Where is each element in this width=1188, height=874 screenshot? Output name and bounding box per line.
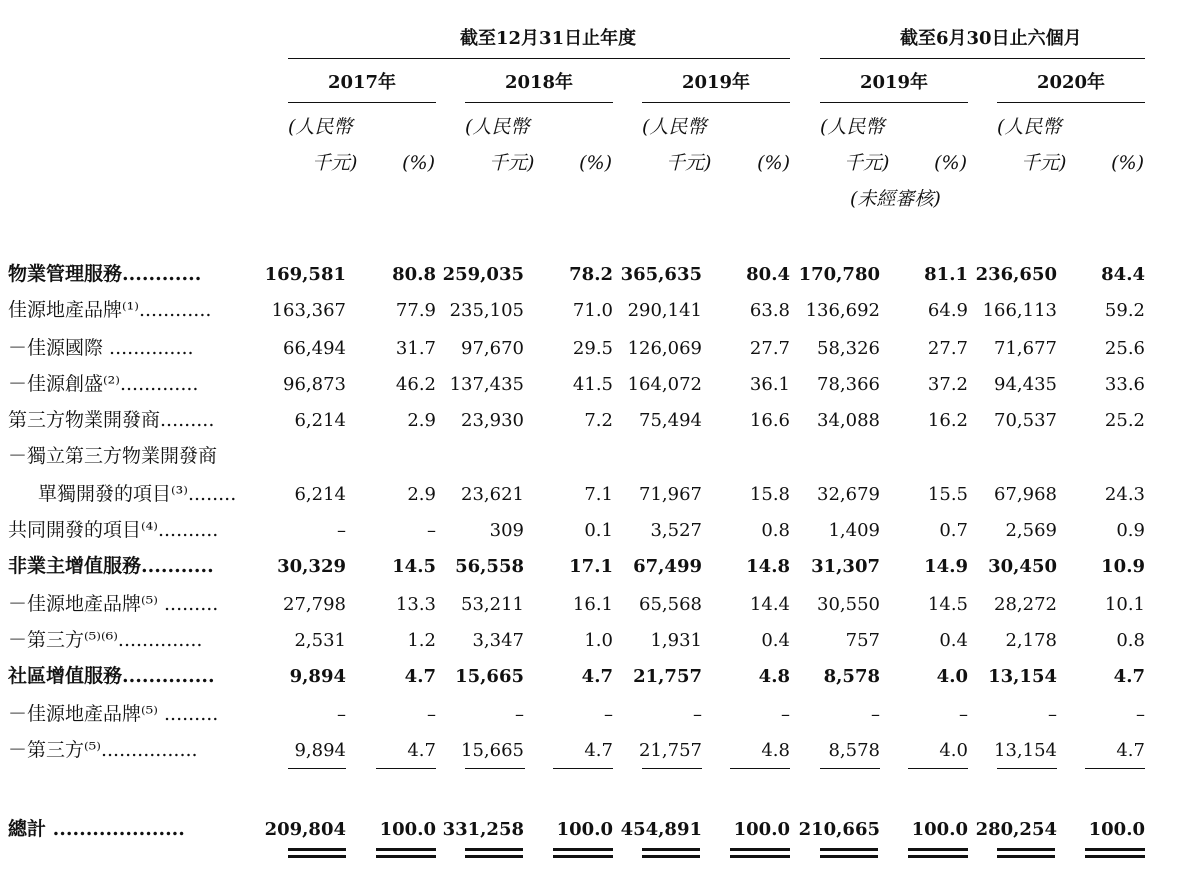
table-cell: 6,214 xyxy=(294,484,346,505)
subtotal-rule xyxy=(553,768,613,769)
table-cell: 71,967 xyxy=(639,484,702,505)
double-rule-line xyxy=(730,855,790,858)
double-rule-line xyxy=(376,848,436,851)
table-cell: 96,873 xyxy=(283,374,346,395)
table-cell: 2.9 xyxy=(407,410,436,431)
table-cell: 21,757 xyxy=(639,740,702,761)
table-cell: 14.8 xyxy=(746,556,790,577)
group-underline-half xyxy=(820,58,1145,59)
table-cell: 4.7 xyxy=(1116,740,1145,761)
table-cell: 10.9 xyxy=(1101,556,1145,577)
double-rule-line xyxy=(642,855,700,858)
table-cell: 4.8 xyxy=(758,666,790,687)
table-cell: 309 xyxy=(489,520,524,541)
table-cell: 757 xyxy=(845,630,880,651)
group-header-half: 截至6月30日止六個月 xyxy=(900,28,1082,49)
table-cell: 14.4 xyxy=(749,594,790,615)
group-header-year: 截至12月31日止年度 xyxy=(460,28,637,49)
table-cell: – xyxy=(427,520,436,541)
table-cell: – xyxy=(337,520,346,541)
table-cell: 81.1 xyxy=(924,264,968,285)
table-cell: 80.8 xyxy=(392,264,436,285)
table-cell: 236,650 xyxy=(975,264,1057,285)
table-cell: 46.2 xyxy=(395,374,436,395)
table-cell: – xyxy=(959,704,968,725)
double-rule-line xyxy=(997,848,1055,851)
unit-amount: (人民幣 xyxy=(997,116,1062,138)
double-rule-line xyxy=(465,855,523,858)
table-cell: 4.7 xyxy=(584,740,613,761)
unit-amount: (人民幣 xyxy=(642,116,707,138)
table-cell: – xyxy=(693,704,702,725)
table-cell: 94,435 xyxy=(994,374,1057,395)
table-cell: 15.5 xyxy=(927,484,968,505)
subtotal-rule xyxy=(997,768,1057,769)
table-cell: 15,665 xyxy=(455,666,524,687)
table-cell: 77.9 xyxy=(395,300,436,321)
table-cell: – xyxy=(871,704,880,725)
period-underline xyxy=(642,102,790,103)
unit-amount: (人民幣 xyxy=(465,116,530,138)
table-cell: 31,307 xyxy=(811,556,880,577)
row-label: 佳源地產品牌⁽¹⁾............ xyxy=(8,299,212,321)
unit-amount: 千元) xyxy=(844,152,890,174)
table-cell: 37.2 xyxy=(927,374,968,395)
row-label: －第三方⁽⁵⁾⁽⁶⁾.............. xyxy=(8,629,203,651)
subtotal-rule xyxy=(465,768,525,769)
unit-amount: 千元) xyxy=(666,152,712,174)
total-cell: 100.0 xyxy=(379,819,436,840)
row-label: －佳源地產品牌⁽⁵⁾ ......... xyxy=(8,593,219,615)
total-cell: 209,804 xyxy=(264,819,346,840)
total-cell: 100.0 xyxy=(1088,819,1145,840)
table-cell: 0.4 xyxy=(761,630,790,651)
table-cell: – xyxy=(1136,704,1145,725)
group-underline-year xyxy=(288,58,790,59)
table-cell: 25.2 xyxy=(1104,410,1145,431)
row-label: 共同開發的項目⁽⁴⁾.......... xyxy=(8,519,219,541)
double-rule-line xyxy=(908,848,968,851)
table-cell: 16.2 xyxy=(927,410,968,431)
table-cell: 24.3 xyxy=(1104,484,1145,505)
table-cell: 23,621 xyxy=(461,484,524,505)
table-cell: 259,035 xyxy=(442,264,524,285)
table-cell: 170,780 xyxy=(798,264,880,285)
table-cell: 78.2 xyxy=(569,264,613,285)
subtotal-rule xyxy=(642,768,702,769)
total-cell: 454,891 xyxy=(620,819,702,840)
double-rule-line xyxy=(642,848,700,851)
period-header: 2020年 xyxy=(1036,72,1106,93)
table-cell: 27.7 xyxy=(749,338,790,359)
table-cell: 1.2 xyxy=(407,630,436,651)
table-cell: 2,178 xyxy=(1005,630,1057,651)
table-cell: 15.8 xyxy=(749,484,790,505)
table-cell: 14.9 xyxy=(924,556,968,577)
period-header: 2018年 xyxy=(504,72,574,93)
total-cell: 280,254 xyxy=(975,819,1057,840)
table-cell: 13.3 xyxy=(395,594,436,615)
table-cell: 0.8 xyxy=(761,520,790,541)
table-cell: 66,494 xyxy=(283,338,346,359)
period-header: 2017年 xyxy=(327,72,397,93)
table-cell: 14.5 xyxy=(392,556,436,577)
table-cell: 28,272 xyxy=(994,594,1057,615)
table-cell: 164,072 xyxy=(627,374,702,395)
table-cell: 7.1 xyxy=(584,484,613,505)
table-cell: 7.2 xyxy=(584,410,613,431)
total-cell: 100.0 xyxy=(733,819,790,840)
table-cell: 84.4 xyxy=(1101,264,1145,285)
table-cell: 16.6 xyxy=(749,410,790,431)
unit-amount: 千元) xyxy=(1021,152,1067,174)
row-label: －獨立第三方物業開發商 xyxy=(8,445,218,467)
table-cell: 1,931 xyxy=(650,630,702,651)
table-cell: 25.6 xyxy=(1104,338,1145,359)
row-label: 社區增值服務.............. xyxy=(8,665,215,687)
table-cell: 17.1 xyxy=(569,556,613,577)
double-rule-line xyxy=(820,848,878,851)
table-cell: 3,527 xyxy=(650,520,702,541)
table-cell: 137,435 xyxy=(449,374,524,395)
table-cell: 33.6 xyxy=(1104,374,1145,395)
table-cell: 4.7 xyxy=(404,666,436,687)
period-underline xyxy=(820,102,968,103)
table-cell: – xyxy=(604,704,613,725)
double-rule-line xyxy=(908,855,968,858)
table-cell: 58,326 xyxy=(817,338,880,359)
table-cell: 80.4 xyxy=(746,264,790,285)
double-rule-line xyxy=(376,855,436,858)
table-cell: 78,366 xyxy=(817,374,880,395)
subtotal-rule xyxy=(730,768,790,769)
unit-percent: (%) xyxy=(934,152,967,174)
unit-amount: (人民幣 xyxy=(288,116,353,138)
table-cell: – xyxy=(781,704,790,725)
table-cell: 15,665 xyxy=(461,740,524,761)
table-cell: 13,154 xyxy=(988,666,1057,687)
table-cell: 64.9 xyxy=(927,300,968,321)
table-cell: 1.0 xyxy=(584,630,613,651)
unit-amount: (人民幣 xyxy=(820,116,885,138)
table-cell: 2,531 xyxy=(294,630,346,651)
table-cell: 56,558 xyxy=(455,556,524,577)
total-cell: 100.0 xyxy=(556,819,613,840)
unit-percent: (%) xyxy=(579,152,612,174)
table-cell: 126,069 xyxy=(627,338,702,359)
table-cell: 30,329 xyxy=(277,556,346,577)
table-cell: 63.8 xyxy=(749,300,790,321)
table-cell: – xyxy=(337,704,346,725)
table-cell: 71.0 xyxy=(572,300,613,321)
table-cell: 14.5 xyxy=(927,594,968,615)
table-cell: 2.9 xyxy=(407,484,436,505)
row-label: －佳源地產品牌⁽⁵⁾ ......... xyxy=(8,703,219,725)
table-cell: 71,677 xyxy=(994,338,1057,359)
table-cell: 75,494 xyxy=(639,410,702,431)
double-rule-line xyxy=(997,855,1055,858)
table-cell: 1,409 xyxy=(828,520,880,541)
table-cell: 0.8 xyxy=(1116,630,1145,651)
table-cell: 97,670 xyxy=(461,338,524,359)
subtotal-rule xyxy=(820,768,880,769)
table-cell: 0.4 xyxy=(939,630,968,651)
table-cell: 136,692 xyxy=(805,300,880,321)
table-cell: 30,550 xyxy=(817,594,880,615)
subtotal-rule xyxy=(908,768,968,769)
table-cell: 4.7 xyxy=(1113,666,1145,687)
subtotal-rule xyxy=(1085,768,1145,769)
table-cell: 166,113 xyxy=(982,300,1057,321)
double-rule-line xyxy=(553,848,613,851)
table-cell: 4.7 xyxy=(581,666,613,687)
table-cell: 0.7 xyxy=(939,520,968,541)
table-cell: 32,679 xyxy=(817,484,880,505)
table-cell: 4.8 xyxy=(761,740,790,761)
table-cell: 16.1 xyxy=(572,594,613,615)
table-cell: 10.1 xyxy=(1104,594,1145,615)
double-rule-line xyxy=(820,855,878,858)
table-cell: 27,798 xyxy=(283,594,346,615)
unit-percent: (%) xyxy=(402,152,435,174)
table-cell: – xyxy=(515,704,524,725)
table-cell: 4.7 xyxy=(407,740,436,761)
table-cell: 13,154 xyxy=(994,740,1057,761)
period-underline xyxy=(997,102,1145,103)
table-cell: 2,569 xyxy=(1005,520,1057,541)
table-cell: 4.0 xyxy=(936,666,968,687)
table-cell: 3,347 xyxy=(472,630,524,651)
row-label: －第三方⁽⁵⁾................ xyxy=(8,739,198,761)
unit-unaudited: (未經審核) xyxy=(850,188,941,210)
table-cell: 36.1 xyxy=(749,374,790,395)
table-cell: 235,105 xyxy=(449,300,524,321)
double-rule-line xyxy=(288,855,346,858)
double-rule-line xyxy=(1085,848,1145,851)
table-cell: 67,499 xyxy=(633,556,702,577)
period-header: 2019年 xyxy=(681,72,751,93)
period-header: 2019年 xyxy=(859,72,929,93)
total-label: 總計 .................... xyxy=(8,818,185,840)
table-cell: – xyxy=(427,704,436,725)
total-cell: 100.0 xyxy=(911,819,968,840)
total-cell: 210,665 xyxy=(798,819,880,840)
table-cell: 29.5 xyxy=(572,338,613,359)
table-cell: 23,930 xyxy=(461,410,524,431)
row-label: 物業管理服務............ xyxy=(8,263,202,285)
table-cell: 21,757 xyxy=(633,666,702,687)
table-cell: – xyxy=(1048,704,1057,725)
table-cell: 8,578 xyxy=(828,740,880,761)
period-underline xyxy=(465,102,613,103)
table-cell: 4.0 xyxy=(939,740,968,761)
table-cell: 169,581 xyxy=(264,264,346,285)
table-cell: 53,211 xyxy=(461,594,524,615)
period-underline xyxy=(288,102,436,103)
table-cell: 9,894 xyxy=(289,666,346,687)
subtotal-rule xyxy=(376,768,436,769)
unit-amount: 千元) xyxy=(312,152,358,174)
unit-percent: (%) xyxy=(757,152,790,174)
table-cell: 65,568 xyxy=(639,594,702,615)
row-label: －佳源國際 .............. xyxy=(8,337,194,359)
table-cell: 0.9 xyxy=(1116,520,1145,541)
double-rule-line xyxy=(553,855,613,858)
table-cell: 8,578 xyxy=(823,666,880,687)
table-cell: 41.5 xyxy=(572,374,613,395)
double-rule-line xyxy=(465,848,523,851)
unit-percent: (%) xyxy=(1111,152,1144,174)
double-rule-line xyxy=(1085,855,1145,858)
double-rule-line xyxy=(288,848,346,851)
table-cell: 290,141 xyxy=(627,300,702,321)
table-cell: 34,088 xyxy=(817,410,880,431)
table-cell: 6,214 xyxy=(294,410,346,431)
row-label: 非業主增值服務........... xyxy=(8,555,214,577)
unit-amount: 千元) xyxy=(489,152,535,174)
table-cell: 27.7 xyxy=(927,338,968,359)
table-cell: 31.7 xyxy=(395,338,436,359)
subtotal-rule xyxy=(288,768,346,769)
row-label: －佳源創盛⁽²⁾............. xyxy=(8,373,199,395)
table-cell: 163,367 xyxy=(271,300,346,321)
table-cell: 0.1 xyxy=(584,520,613,541)
table-cell: 70,537 xyxy=(994,410,1057,431)
table-cell: 365,635 xyxy=(620,264,702,285)
table-cell: 9,894 xyxy=(294,740,346,761)
table-cell: 59.2 xyxy=(1104,300,1145,321)
row-label: 第三方物業開發商......... xyxy=(8,409,215,431)
row-label: 單獨開發的項目⁽³⁾........ xyxy=(38,483,237,505)
double-rule-line xyxy=(730,848,790,851)
total-cell: 331,258 xyxy=(442,819,524,840)
table-cell: 30,450 xyxy=(988,556,1057,577)
table-cell: 67,968 xyxy=(994,484,1057,505)
